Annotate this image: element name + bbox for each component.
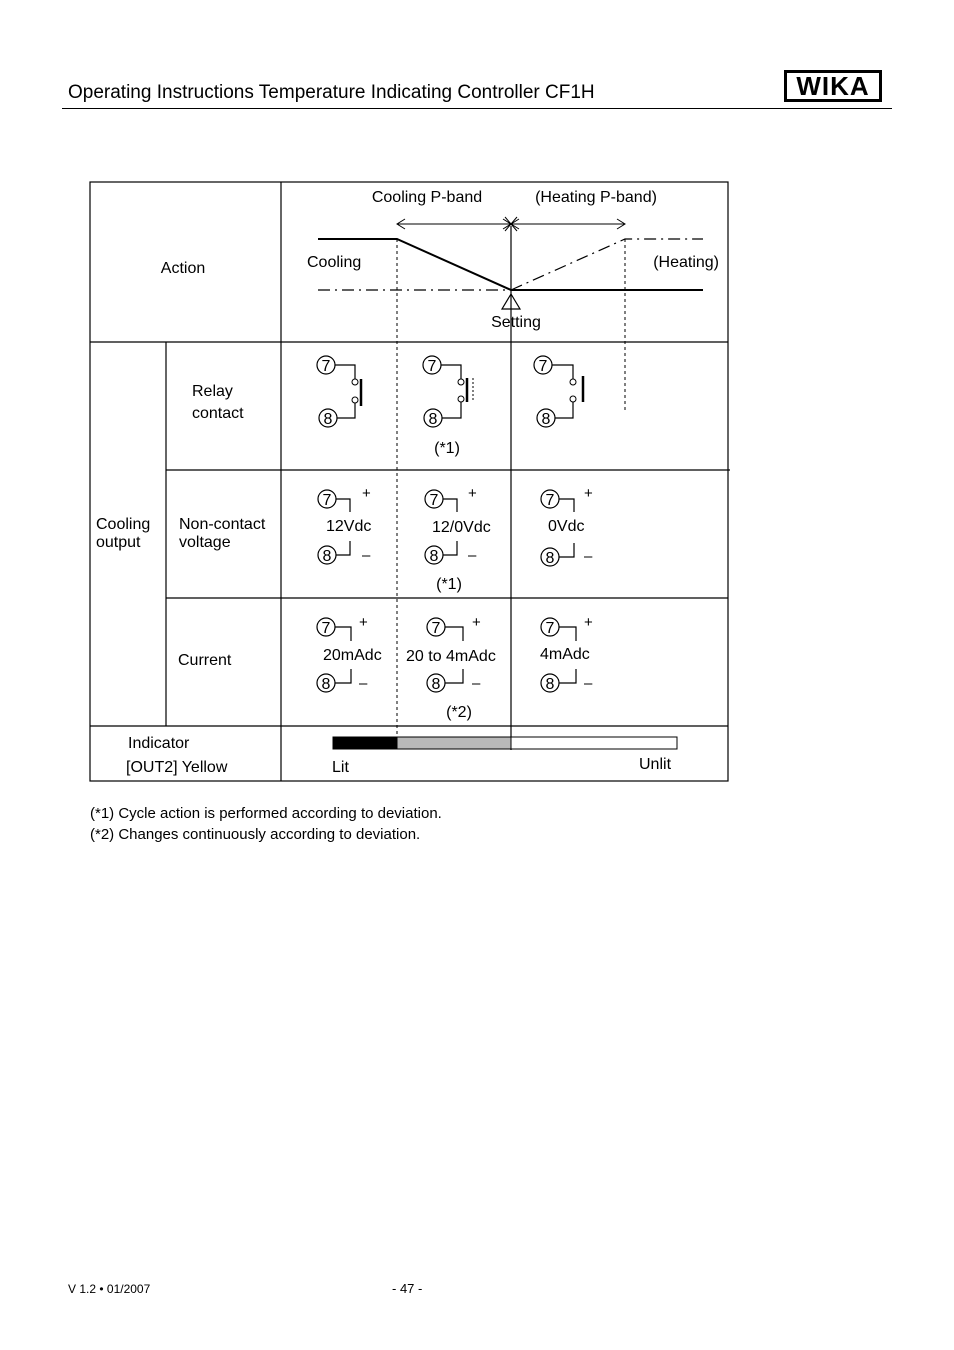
minus-sign: – [584,675,593,692]
voltage-12-label: 12Vdc [326,518,372,535]
current-20-label: 20mAdc [323,647,382,664]
current-20-4-symbol [406,614,496,721]
indicator-lit-label: Lit [332,759,349,776]
relay-label-line1: Relay [192,383,233,400]
plus-sign: + [359,614,368,631]
indicator-bar-unlit [511,737,677,749]
page-header-title: Operating Instructions Temperature Indicating Controller CF1H [68,82,595,103]
terminal-7-label: 7 [429,492,439,509]
plus-sign: + [468,485,477,502]
relay-note-1: (*1) [434,440,460,457]
voltage-12-0-label: 12/0Vdc [432,519,491,536]
plus-sign: + [584,614,593,631]
terminal-7-label: 7 [545,492,555,509]
current-4-symbol [540,614,593,693]
cooling-output-label-line1: Cooling [96,516,151,533]
relay-closed-symbol [317,356,361,428]
relay-label-line2: contact [192,405,244,422]
footer-version: V 1.2 • 01/2007 [68,1282,151,1296]
setting-label: Setting [491,314,541,331]
cooling-label: Cooling [307,254,362,271]
terminal-8-label: 8 [541,411,551,428]
minus-sign: – [362,547,371,564]
current-4-label: 4mAdc [540,646,590,663]
terminal-7-label: 7 [431,620,441,637]
terminal-7-label: 7 [321,358,331,375]
relay-cycle-symbol [423,356,473,457]
heating-label: (Heating) [653,254,719,271]
indicator-bar-cycle [397,737,511,749]
noncontact-label-line1: Non-contact [179,516,266,533]
indicator-bar-lit [333,737,397,749]
terminal-8-label: 8 [545,676,555,693]
terminal-8-label: 8 [431,676,441,693]
minus-sign: – [359,675,368,692]
minus-sign: – [472,675,481,692]
current-20-symbol [317,614,382,693]
action-label: Action [160,260,206,277]
terminal-7-label: 7 [427,358,437,375]
voltage-0-label: 0Vdc [548,518,585,535]
relay-open-symbol [534,356,583,428]
voltage-12-symbol [318,485,371,565]
footer-page-number: - 47 - [392,1281,423,1296]
heating-pband-label: (Heating P-band) [535,189,657,206]
terminal-7-label: 7 [321,620,331,637]
terminal-7-label: 7 [538,358,548,375]
current-20-4-label: 20 to 4mAdc [406,648,496,665]
minus-sign: – [584,548,593,565]
terminal-7-label: 7 [545,620,555,637]
terminal-8-label: 8 [429,548,439,565]
minus-sign: – [468,547,477,564]
terminal-8-label: 8 [322,548,332,565]
indicator-unlit-label: Unlit [639,756,672,773]
plus-sign: + [362,485,371,502]
terminal-7-label: 7 [322,492,332,509]
current-label: Current [178,652,232,669]
cooling-pband-label: Cooling P-band [371,189,483,206]
plus-sign: + [472,614,481,631]
terminal-8-label: 8 [321,676,331,693]
noncontact-label-line2: voltage [179,534,231,551]
current-note-2: (*2) [446,704,472,721]
voltage-0-symbol [541,485,593,567]
indicator-label-line1: Indicator [128,735,190,752]
terminal-8-label: 8 [545,550,555,567]
voltage-12-0-symbol [425,485,491,593]
plus-sign: + [584,485,593,502]
terminal-8-label: 8 [323,411,333,428]
cooling-output-label-line2: output [96,534,141,551]
terminal-8-label: 8 [428,411,438,428]
footnote-2: (*2) Changes continuously according to deviation. [90,826,421,843]
logo-text: WIKA [796,71,870,101]
footnote-1: (*1) Cycle action is performed according to deviation. [90,805,442,822]
indicator-label-line2: [OUT2] Yellow [126,759,228,776]
voltage-note-1: (*1) [436,576,462,593]
